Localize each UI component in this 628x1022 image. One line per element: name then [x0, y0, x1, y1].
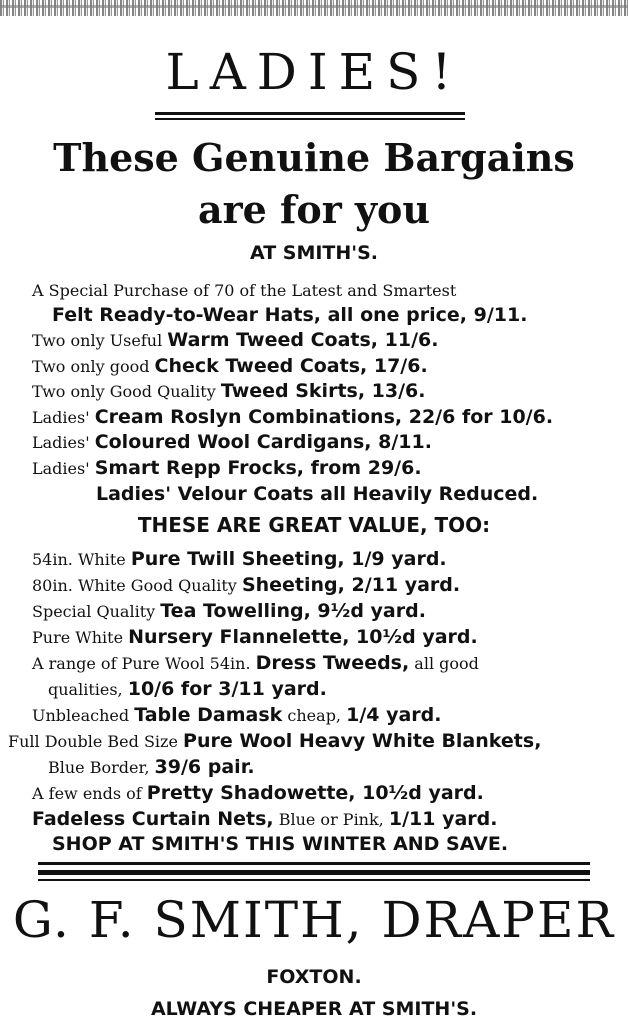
value-item — [52, 831, 508, 857]
value-item — [32, 546, 447, 573]
bold-text: Check Tweed Coats, 17/6. — [154, 355, 428, 377]
plain-text: qualities, — [48, 680, 128, 699]
bargain-item-text — [32, 277, 456, 304]
value-item-text — [32, 806, 497, 833]
bold-text: Cream Roslyn Combinations, 22/6 for 10/6. — [94, 406, 554, 428]
store-name-text: G. F. SMITH, DRAPER — [12, 891, 616, 949]
value-item-text — [52, 831, 508, 857]
value-item — [32, 598, 426, 625]
bargain-item-text — [52, 302, 527, 328]
bargain-item — [32, 327, 438, 354]
bold-text: 1/4 yard. — [346, 704, 442, 726]
bold-text: Warm Tweed Coats, 11/6. — [167, 329, 439, 351]
bargain-item — [52, 302, 527, 328]
headline-1-text: These Genuine Bargains — [53, 135, 575, 180]
value-item-text — [32, 598, 426, 625]
bargain-item-text — [32, 404, 553, 431]
bold-text: 39/6 pair. — [154, 756, 255, 778]
bargain-item — [32, 378, 426, 405]
bold-text: Tea Towelling, 9½d yard. — [160, 600, 426, 622]
plain-text: A Special Purchase of 70 of the Latest and Smartest — [32, 281, 457, 300]
value-item — [48, 754, 255, 781]
bargain-item-text — [32, 455, 422, 482]
bargain-item — [32, 277, 456, 304]
plain-text: 54in. White — [32, 550, 131, 569]
value-item-text — [48, 676, 327, 703]
bargain-item — [32, 404, 553, 431]
plain-text: cheap, — [282, 706, 347, 725]
value-item — [32, 702, 442, 729]
bargain-item — [32, 455, 422, 482]
bold-text: SHOP AT SMITH'S THIS WINTER AND SAVE. — [52, 833, 509, 855]
value-item-text — [32, 702, 442, 729]
bold-text: 1/11 yard. — [388, 808, 498, 830]
value-item — [32, 624, 478, 651]
bold-text: Pure Twill Sheeting, 1/9 yard. — [130, 548, 447, 570]
bold-text: Coloured Wool Cardigans, 8/11. — [94, 431, 432, 453]
value-item-text — [32, 624, 478, 651]
value-item-text — [32, 650, 479, 677]
plain-text: Ladies' — [32, 408, 95, 427]
title-underline-rule — [155, 112, 465, 115]
footer-top-rule — [38, 870, 590, 875]
store-name — [0, 888, 628, 952]
top-border-noise — [0, 0, 628, 16]
plain-text: Ladies' — [32, 433, 95, 452]
bargain-item — [96, 481, 538, 507]
bargain-item — [32, 353, 428, 380]
plain-text: Special Quality — [32, 602, 161, 621]
store-town: FOXTON. — [266, 966, 362, 988]
value-item-text — [32, 572, 460, 599]
page-title: LADIES! — [165, 43, 463, 101]
value-item — [48, 676, 327, 703]
value-item — [32, 780, 484, 807]
bold-text: Pretty Shadowette, 10½d yard. — [146, 782, 484, 804]
bargain-item-text — [32, 378, 426, 405]
headline-1 — [0, 136, 628, 180]
footer-top-rule — [38, 862, 590, 865]
plain-text: Two only Good Quality — [32, 382, 221, 401]
plain-text: Ladies' — [32, 459, 95, 478]
value-item-text — [32, 546, 447, 573]
value-item-text — [48, 754, 255, 781]
value-item-text — [32, 780, 484, 807]
plain-text: A few ends of — [32, 784, 147, 803]
value-item — [32, 806, 497, 833]
plain-text: Blue Border, — [48, 758, 155, 777]
bold-text: Ladies' Velour Coats all Heavily Reduced. — [96, 483, 539, 505]
store-slogan: ALWAYS CHEAPER AT SMITH'S. — [150, 998, 478, 1020]
bargain-item-text — [32, 327, 438, 354]
plain-text: Pure White — [32, 628, 129, 647]
bold-text: Sheeting, 2/11 yard. — [241, 574, 461, 596]
bold-text: Dress Tweeds, — [255, 652, 410, 674]
plain-text: Unbleached — [32, 706, 135, 725]
bold-text: Felt Ready-to-Wear Hats, all one price, 9/11. — [52, 304, 528, 326]
bargain-item-text — [32, 429, 432, 456]
bargain-item-text — [32, 353, 428, 380]
plain-text: 80in. White Good Quality — [32, 576, 242, 595]
bold-text: Pure Wool Heavy White Blankets, — [183, 730, 542, 752]
footer-top-rule — [38, 879, 590, 881]
value-item — [8, 728, 541, 755]
bold-text: 10/6 for 3/11 yard. — [127, 678, 327, 700]
bold-text: Nursery Flannelette, 10½d yard. — [128, 626, 478, 648]
headline-2-text: are for you — [197, 187, 431, 232]
bold-text: Fadeless Curtain Nets, — [32, 808, 274, 830]
at-smiths-label: AT SMITH'S. — [249, 242, 379, 264]
title-underline-rule — [155, 118, 465, 120]
section-2-heading: THESE ARE GREAT VALUE, TOO: — [137, 513, 491, 537]
value-item — [32, 650, 479, 677]
plain-text: Full Double Bed Size — [8, 732, 184, 751]
plain-text: Blue or Pink, — [273, 810, 389, 829]
plain-text: all good — [409, 654, 479, 673]
bargain-item — [32, 429, 432, 456]
bold-text: Smart Repp Frocks, from 29/6. — [94, 457, 422, 479]
plain-text: A range of Pure Wool 54in. — [32, 654, 256, 673]
value-item-text — [8, 728, 541, 755]
bold-text: Tweed Skirts, 13/6. — [220, 380, 426, 402]
value-item — [32, 572, 460, 599]
bold-text: Table Damask — [134, 704, 283, 726]
headline-2 — [0, 188, 628, 232]
plain-text: Two only Useful — [32, 331, 168, 350]
plain-text: Two only good — [32, 357, 155, 376]
bargain-item-text — [96, 481, 538, 507]
